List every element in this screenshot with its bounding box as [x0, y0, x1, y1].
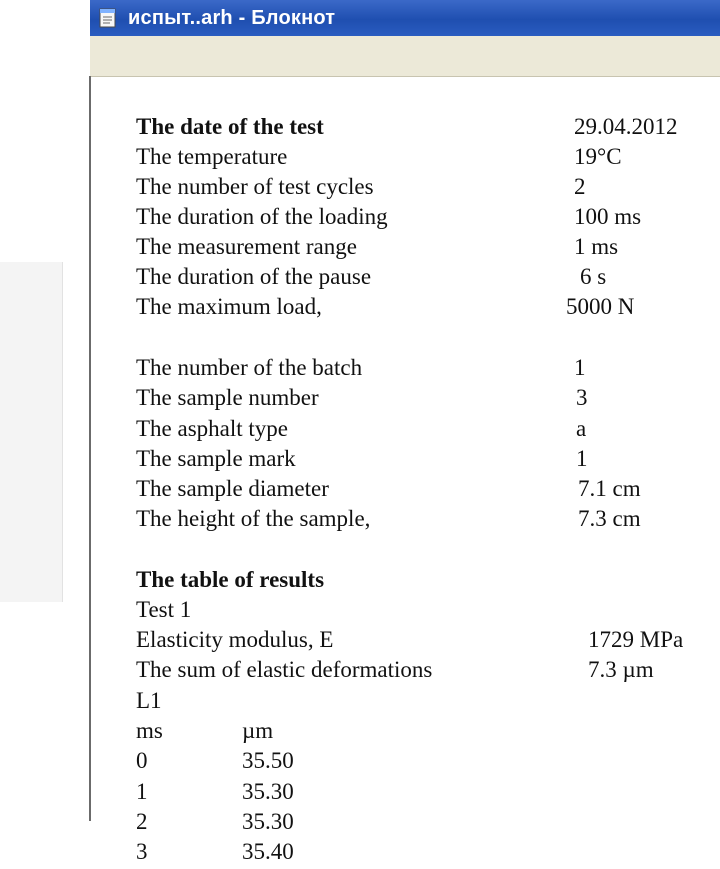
param-label-pause: The duration of the pause: [136, 264, 372, 289]
table-row-time: 2: [136, 809, 148, 834]
sum-deformations-label: The sum of elastic deformations: [136, 657, 433, 682]
param-value-temperature: 19°C: [574, 144, 622, 169]
column-header-time: ms: [136, 718, 163, 743]
table-row-value: 35.30: [242, 779, 294, 804]
notepad-icon: [98, 7, 118, 29]
sample-label-height: The height of the sample,: [136, 506, 371, 531]
modulus-label: Elasticity modulus, E: [136, 627, 334, 652]
title-bar[interactable]: [90, 0, 720, 36]
table-row-time: 3: [136, 839, 148, 864]
param-value-max-load: 5000 N: [566, 294, 635, 319]
column-header-deformation: µm: [242, 718, 274, 743]
results-heading: The table of results: [136, 567, 325, 592]
param-label-max-load: The maximum load,: [136, 294, 322, 319]
sample-value-batch: 1: [574, 355, 586, 380]
table-row-time: 1: [136, 779, 148, 804]
param-value-cycles: 2: [574, 174, 586, 199]
param-label-date: The date of the test: [136, 114, 324, 139]
param-label-range: The measurement range: [136, 234, 357, 259]
sample-label-mark: The sample mark: [136, 446, 296, 471]
modulus-value: 1729 MPa: [588, 627, 684, 652]
sample-label-asphalt: The asphalt type: [136, 416, 289, 441]
window-title: испыт..arh - Блокнот: [128, 6, 336, 29]
table-row-value: 35.40: [242, 839, 294, 864]
sample-value-asphalt: a: [576, 416, 587, 441]
series-label: L1: [136, 688, 162, 713]
sample-value-height: 7.3 cm: [578, 506, 641, 531]
table-row-value: 35.30: [242, 809, 294, 834]
background-window-panel: [0, 262, 63, 602]
param-label-loading: The duration of the loading: [136, 204, 388, 229]
sample-value-diameter: 7.1 cm: [578, 476, 641, 501]
table-row-time: 0: [136, 748, 148, 773]
sample-value-mark: 1: [576, 446, 588, 471]
sample-label-number: The sample number: [136, 385, 319, 410]
param-value-loading: 100 ms: [574, 204, 642, 229]
table-row-value: 35.50: [242, 748, 294, 773]
sample-label-batch: The number of the batch: [136, 355, 363, 380]
results-test-label: Test 1: [136, 597, 192, 622]
menu-bar: [90, 36, 720, 77]
param-label-temperature: The temperature: [136, 144, 288, 169]
param-value-range: 1 ms: [574, 234, 619, 259]
param-value-pause: 6 s: [580, 264, 607, 289]
param-label-cycles: The number of test cycles: [136, 174, 374, 199]
sample-value-number: 3: [576, 385, 588, 410]
sample-label-diameter: The sample diameter: [136, 476, 329, 501]
window-left-border: [89, 76, 91, 821]
param-value-date: 29.04.2012: [574, 114, 678, 139]
sum-deformations-value: 7.3 µm: [588, 657, 654, 682]
